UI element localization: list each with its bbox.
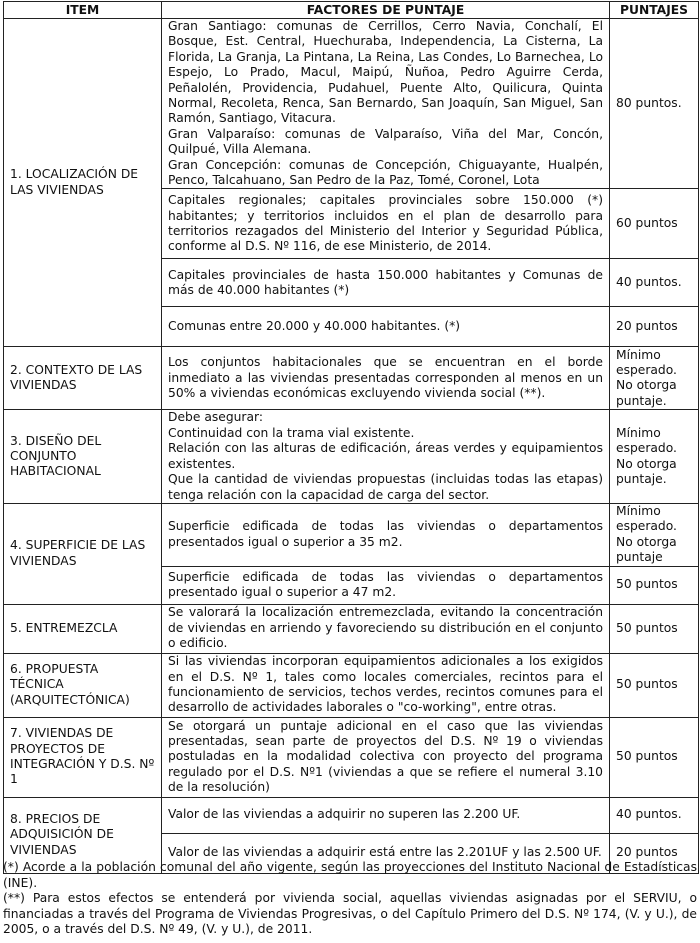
points-value: 50 puntos	[610, 717, 699, 797]
item-label: 7. VIVIENDAS DE PROYECTOS DE INTEGRACIÓN Y D.S. Nº 1	[4, 717, 162, 797]
factor-line: Los conjuntos habitacionales que se encuentran en el borde inmediato a las viviendas presentadas corresponden al menos en un 50% a viviendas económicas excluyendo vivienda social (**).	[168, 355, 603, 401]
factor-line: Relación con las alturas de edificación, áreas verdes y equipamientos existentes.	[168, 441, 603, 471]
table-row	[4, 717, 699, 797]
factor-line: Superficie edificada de todas las viviendas o departamentos presentados igual o superior a 35 m2.	[168, 519, 603, 549]
factor-line: Si las viviendas incorporan equipamientos adicionales a los exigidos en el D.S. Nº 1, tales como locales comerciales, recintos para el funcionamiento de servicios, techos verdes, recintos comunes para el desarrollo de actividades laborales o "co-working", entre otras.	[168, 654, 603, 715]
factor-text	[162, 797, 610, 833]
factor-line: Se otorgará un puntaje adicional en el caso que las viviendas presentadas, sean parte de proyectos del D.S. Nº 19 o viviendas postuladas en la modalidad colectiva con proyecto del programa regulado por el D.S. Nº1 (viviendas a que se refiere el numeral 3.10 de la resolución)	[168, 718, 603, 795]
points-value: 50 puntos	[610, 566, 699, 604]
points-value: Mínimo esperado. No otorga puntaje	[610, 503, 699, 566]
item-label: 4. SUPERFICIE DE LAS VIVIENDAS	[4, 503, 162, 604]
points-value: 40 puntos.	[610, 259, 699, 307]
table-row	[4, 347, 699, 410]
factor-text	[162, 410, 610, 503]
table-row	[4, 604, 699, 653]
table-row	[4, 19, 699, 189]
factor-text	[162, 307, 610, 347]
points-value: 20 puntos	[610, 307, 699, 347]
factor-line: Se valorará la localización entremezclada, evitando la concentración de viviendas en arriendo y favoreciendo su distribución en el conjunto o edificio.	[168, 605, 603, 651]
factor-line: Capitales provinciales de hasta 150.000 habitantes y Comunas de más de 40.000 habitantes (*)	[168, 267, 603, 297]
item-label: 2. CONTEXTO DE LAS VIVIENDAS	[4, 347, 162, 410]
factor-text	[162, 19, 610, 189]
item-label: 1. LOCALIZACIÓN DE LAS VIVIENDAS	[4, 19, 162, 347]
factor-text	[162, 653, 610, 717]
points-value: Mínimo esperado. No otorga puntaje.	[610, 410, 699, 503]
factor-line: Comunas entre 20.000 y 40.000 habitantes. (*)	[168, 319, 461, 334]
factor-line: Superficie edificada de todas las viviendas o departamentos presentado igual o superior a 47 m2.	[168, 569, 603, 600]
factor-text	[162, 566, 610, 604]
points-value: 50 puntos	[610, 604, 699, 653]
points-value: 40 puntos.	[610, 797, 699, 833]
factor-line: Continuidad con la trama vial existente.	[168, 425, 415, 440]
footnote-double-asterisk: (**) Para estos efectos se entenderá por vivienda social, aquellas viviendas asignadas por el SERVIU, o financiadas a través del Programa de Viviendas Progresivas, o del Capítulo Primero del D.S. Nº 174, (V. y U.), de 2005, o a través del D.S. Nº 49, (V. y U.), de 2011.	[3, 891, 697, 937]
points-value: 80 puntos.	[610, 19, 699, 189]
footnote-single-asterisk: (*) Acorde a la población comunal del año vigente, según las proyecciones del Instituto Nacional de Estadísticas (INE).	[3, 860, 697, 890]
factor-line: Valor de las viviendas a adquirir está entre las 2.201UF y las 2.500 UF.	[168, 845, 602, 860]
table-row	[4, 797, 699, 833]
factor-text	[162, 259, 610, 307]
points-value: 20 puntos	[610, 833, 699, 873]
header-item: ITEM	[4, 2, 162, 19]
table-row	[4, 410, 699, 503]
factor-line: Que la cantidad de viviendas propuestas (incluidas todas las etapas) tenga relación con la capacidad de carga del sector.	[168, 472, 603, 502]
factor-text	[162, 717, 610, 797]
factor-line: Debe asegurar:	[168, 410, 263, 425]
factor-text	[162, 604, 610, 653]
points-value: 50 puntos	[610, 653, 699, 717]
item-label: 8. PRECIOS DE ADQUISICIÓN DE VIVIENDAS	[4, 797, 162, 873]
factor-line: Valor de las viviendas a adquirir no superen las 2.200 UF.	[168, 807, 521, 822]
factor-text	[162, 503, 610, 566]
points-value: 60 puntos	[610, 189, 699, 259]
factor-text	[162, 189, 610, 259]
table-header-row	[4, 2, 699, 19]
factor-line: Gran Concepción: comunas de Concepción, Chiguayante, Hualpén, Penco, Talcahuano, San Pedro de la Paz, Tomé, Coronel, Lota	[168, 157, 603, 188]
factor-line: Gran Valparaíso: comunas de Valparaíso, Viña del Mar, Concón, Quilpué, Villa Alemana.	[168, 126, 603, 157]
table-row	[4, 653, 699, 717]
item-label: 6. PROPUESTA TÉCNICA (ARQUITECTÓNICA)	[4, 653, 162, 717]
header-factors: FACTORES DE PUNTAJE	[162, 2, 610, 19]
factor-line: Gran Santiago: comunas de Cerrillos, Cerro Navia, Conchalí, El Bosque, Est. Central, Huechuraba, Independencia, La Cisterna, La Florida, La Granja, La Pintana, La Reina, Las Condes, Lo Barnechea, Lo Espejo, Lo Prado, Macul, Maipú, Ñuñoa, Pedro Aguirre Cerda, Peñalolén, Providencia, Pudahuel, Puente Alto, Quilicura, Quinta Normal, Recoleta, Renca, San Bernardo, San Joaquín, San Miguel, San Ramón, Santiago, Vitacura.	[168, 19, 603, 126]
item-label: 5. ENTREMEZCLA	[4, 604, 162, 653]
header-points: PUNTAJES	[610, 2, 699, 19]
factor-text	[162, 347, 610, 410]
footnotes	[3, 860, 697, 938]
item-label: 3. DISEÑO DEL CONJUNTO HABITACIONAL	[4, 410, 162, 503]
scoring-table	[3, 1, 699, 874]
factor-line: Capitales regionales; capitales provinciales sobre 150.000 (*) habitantes; y territorios incluidos en el plan de desarrollo para territorios rezagados del Ministerio del Interior y Seguridad Pública, conforme al D.S. Nº 116, de ese Ministerio, de 2014.	[168, 193, 603, 254]
points-value: Mínimo esperado. No otorga puntaje.	[610, 347, 699, 410]
table-row	[4, 503, 699, 566]
